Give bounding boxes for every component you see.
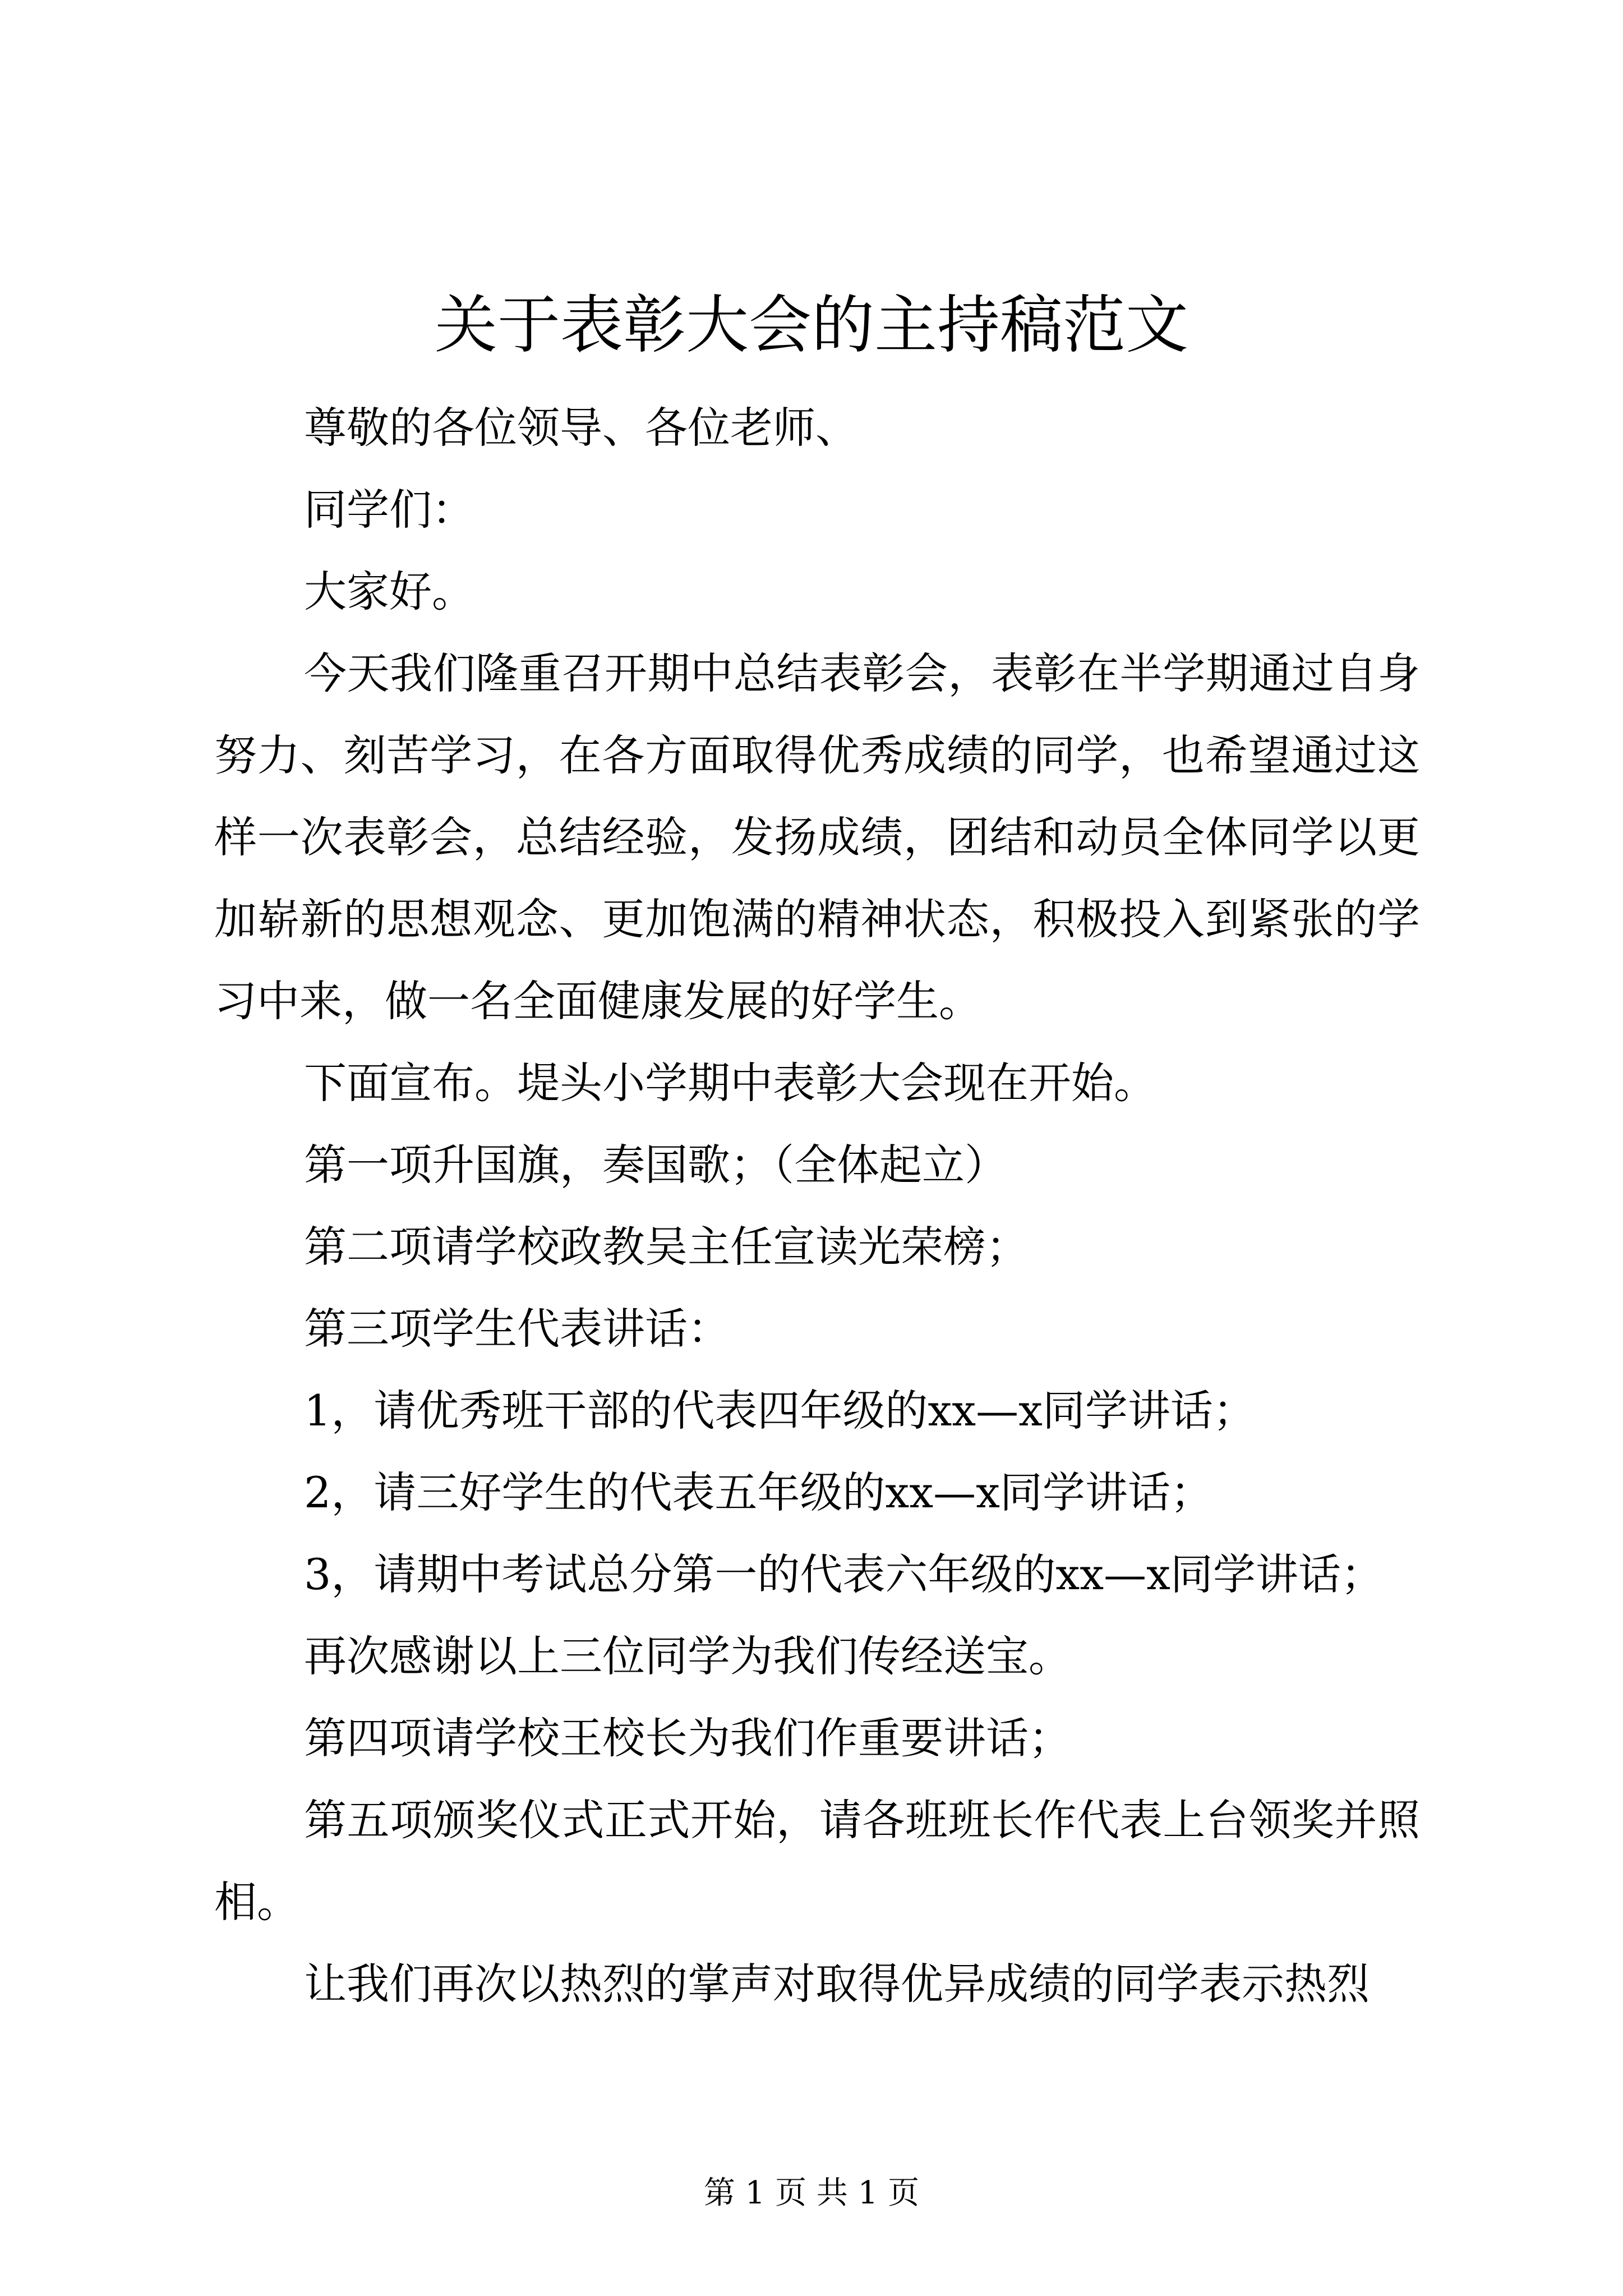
paragraph: 再次感谢以上三位同学为我们传经送宝。 bbox=[304, 1631, 1071, 1681]
paragraph: 大家好。 bbox=[304, 567, 474, 616]
document-body bbox=[214, 387, 1420, 2025]
paragraph: 第五项颁奖仪式正式开始，请各班班长作代表上台领奖并照相。 bbox=[214, 1795, 1420, 1927]
paragraph: 让我们再次以热烈的掌声对取得优异成绩的同学表示热烈 bbox=[304, 1959, 1370, 2009]
paragraph: 3，请期中考试总分第一的代表六年级的xx—x同学讲话； bbox=[304, 1549, 1384, 1599]
paragraph: 尊敬的各位领导、各位老师、 bbox=[304, 403, 858, 453]
paragraph: 第三项学生代表讲话： bbox=[304, 1304, 730, 1354]
paragraph: 第一项升国旗，奏国歌；（全体起立） bbox=[304, 1140, 1007, 1190]
paragraph: 下面宣布。堤头小学期中表彰大会现在开始。 bbox=[304, 1058, 1156, 1108]
document-title: 关于表彰大会的主持稿范文 bbox=[435, 289, 1188, 362]
paragraph: 同学们： bbox=[304, 485, 474, 535]
paragraph: 第四项请学校王校长为我们作重要讲话； bbox=[304, 1713, 1071, 1763]
paragraph: 第二项请学校政教吴主任宣读光荣榜； bbox=[304, 1222, 1029, 1272]
paragraph: 今天我们隆重召开期中总结表彰会，表彰在半学期通过自身努力、刻苦学习，在各方面取得优秀成绩的同学，也希望通过这样一次表彰会，总结经验，发扬成绩，团结和动员全体同学以更加崭新的思想观念、更加饱满的精神状态，积极投入到紧张的学习中来，做一名全面健康发展的好学生。 bbox=[214, 648, 1420, 1026]
paragraph: 1，请优秀班干部的代表四年级的xx—x同学讲话； bbox=[304, 1386, 1256, 1435]
page-footer: 第 1 页 共 1 页 bbox=[703, 2175, 920, 2211]
paragraph: 2，请三好学生的代表五年级的xx—x同学讲话； bbox=[304, 1467, 1213, 1517]
